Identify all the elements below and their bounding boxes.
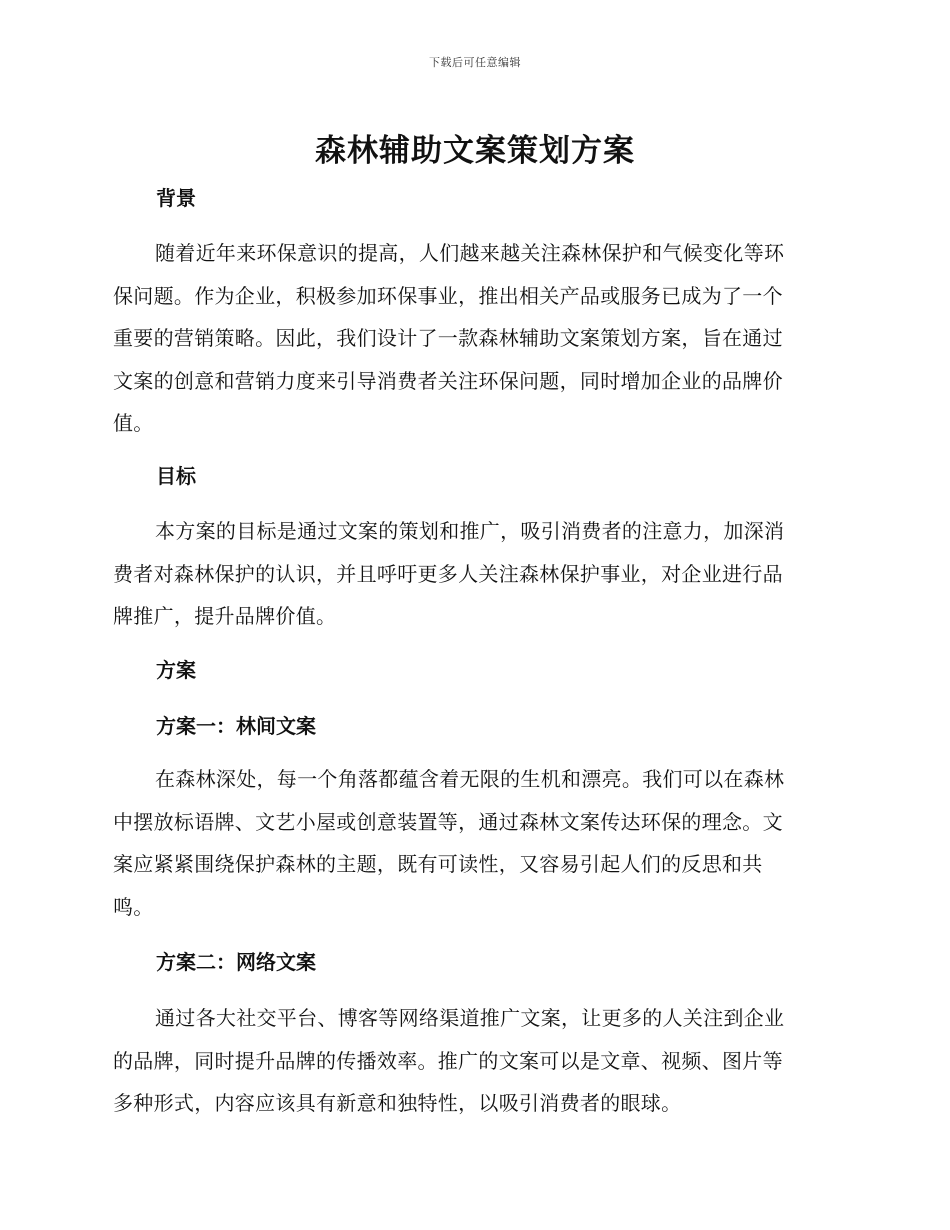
- document-title: 森林辅助文案策划方案: [315, 133, 635, 169]
- paragraph-line: 在森林深处，每一个角落都蕴含着无限的生机和漂亮。我们可以在森林: [155, 767, 785, 791]
- paragraph-line: 文案的创意和营销力度来引导消费者关注环保问题，同时增加企业的品牌价: [113, 368, 783, 393]
- paragraph-line: 费者对森林保护的认识，并且呼吁更多人关注森林保护事业，对企业进行品: [113, 561, 783, 586]
- section-body-plan-one: [113, 758, 831, 928]
- section-heading-plan-two: 方案二：网络文案: [156, 950, 316, 974]
- paragraph-line: 本方案的目标是通过文案的策划和推广，吸引消费者的注意力，加深消: [155, 519, 785, 543]
- section-heading-goal: 目标: [156, 464, 196, 488]
- paragraph-line: 多种形式，内容应该具有新意和独特性，以吸引消费者的眼球。: [113, 1091, 682, 1115]
- paragraph-line: 牌推广，提升品牌价值。: [113, 604, 337, 628]
- section-body-plan-two: [113, 997, 831, 1125]
- header-note: 下载后可任意编辑: [429, 56, 521, 69]
- paragraph-line: 的品牌，同时提升品牌的传播效率。推广的文案可以是文章、视频、图片等: [113, 1048, 783, 1073]
- paragraph-line: 值。: [113, 411, 154, 435]
- section-heading-plan: 方案: [156, 658, 196, 682]
- paragraph-line: 案应紧紧围绕保护森林的主题，既有可读性，又容易引起人们的反思和共: [113, 852, 763, 876]
- paragraph-line: 随着近年来环保意识的提高，人们越来越关注森林保护和气候变化等环: [155, 241, 785, 265]
- section-heading-background: 背景: [156, 186, 196, 210]
- section-heading-plan-one: 方案一：林间文案: [156, 714, 316, 738]
- section-body-goal: [113, 510, 831, 638]
- paragraph-line: 保问题。作为企业，积极参加环保事业，推出相关产品或服务已成为了一个: [113, 283, 783, 308]
- section-body-background: [113, 232, 831, 445]
- paragraph-line: 鸣。: [113, 894, 154, 919]
- paragraph-line: 通过各大社交平台、博客等网络渠道推广文案，让更多的人关注到企业: [155, 1006, 785, 1030]
- paragraph-line: 中摆放标语牌、文艺小屋或创意装置等，通过森林文案传达环保的理念。文: [113, 809, 783, 834]
- paragraph-line: 重要的营销策略。因此，我们设计了一款森林辅助文案策划方案，旨在通过: [113, 326, 783, 350]
